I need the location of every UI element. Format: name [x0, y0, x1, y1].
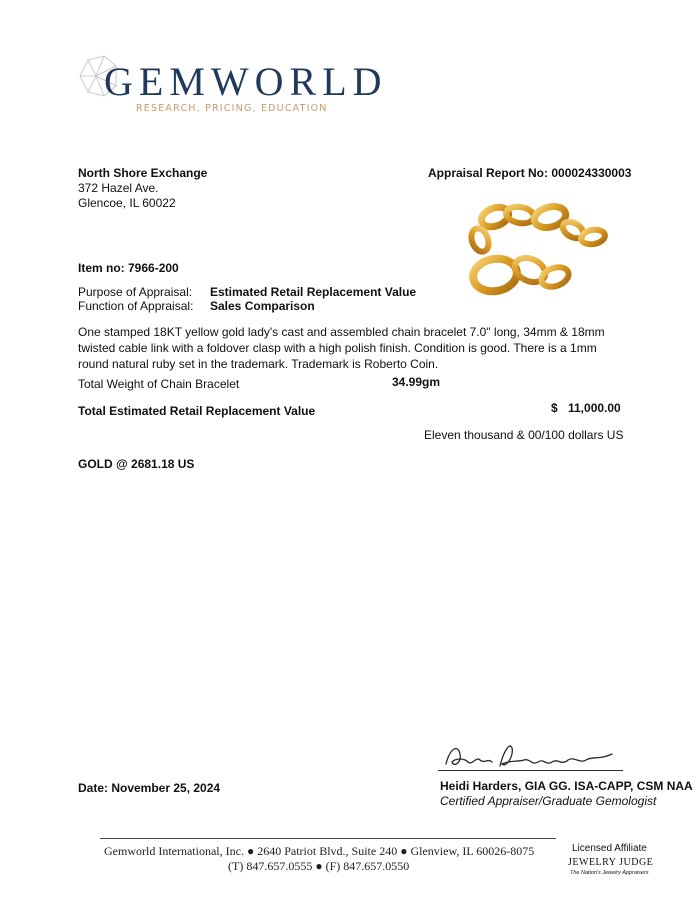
total-in-words: Eleven thousand & 00/100 dollars US: [424, 428, 624, 442]
client-name: North Shore Exchange: [78, 166, 208, 180]
logo-title: GEMWORLD: [104, 59, 388, 104]
function-label: Function of Appraisal:: [78, 299, 194, 313]
total-currency: $: [551, 401, 558, 415]
weight-value: 34.99gm: [392, 375, 441, 389]
function-value: Sales Comparison: [210, 299, 315, 313]
appraiser-title: Certified Appraiser/Graduate Gemologist: [440, 794, 657, 808]
footer-divider: [100, 838, 556, 839]
purpose-label: Purpose of Appraisal:: [78, 285, 193, 299]
total-label: Total Estimated Retail Replacement Value: [78, 404, 316, 418]
affiliate-brand: JEWELRY JUDGE: [568, 857, 654, 868]
affiliate-label: Licensed Affiliate: [572, 843, 647, 854]
affiliate-tagline: The Nation's Jewelry Appraisers: [570, 870, 649, 876]
client-street: 372 Hazel Ave.: [78, 181, 159, 195]
signature-line: [438, 770, 623, 771]
bracelet-image: [455, 195, 625, 310]
appraiser-name: Heidi Harders, GIA GG. ISA-CAPP, CSM NAA: [440, 779, 693, 793]
signature-image: [440, 738, 620, 772]
footer-address: Gemworld International, Inc. ● 2640 Patriot Blvd., Suite 240 ● Glenview, IL 60026-8075: [104, 844, 535, 858]
report-number: Appraisal Report No: 000024330003: [428, 166, 632, 180]
logo-subtitle: RESEARCH, PRICING, EDUCATION: [136, 103, 328, 114]
purpose-value: Estimated Retail Replacement Value: [210, 285, 417, 299]
weight-label: Total Weight of Chain Bracelet: [78, 377, 240, 391]
total-amount: 11,000.00: [568, 401, 621, 415]
item-description: One stamped 18KT yellow gold lady's cast and assembled chain bracelet 7.0" long, 34mm & 18mm twisted cable link with a foldover clasp with a high polish finish. Condition is good. There is a 1mm round natural ruby set in the trademark. Trademark is Roberto Coin.: [78, 325, 605, 371]
footer-phone: (T) 847.657.0555 ● (F) 847.657.0550: [228, 859, 410, 873]
appraisal-date: Date: November 25, 2024: [78, 781, 221, 795]
gold-price: GOLD @ 2681.18 US: [78, 457, 195, 471]
item-number: Item no: 7966-200: [78, 261, 179, 275]
client-city: Glencoe, IL 60022: [78, 196, 176, 210]
